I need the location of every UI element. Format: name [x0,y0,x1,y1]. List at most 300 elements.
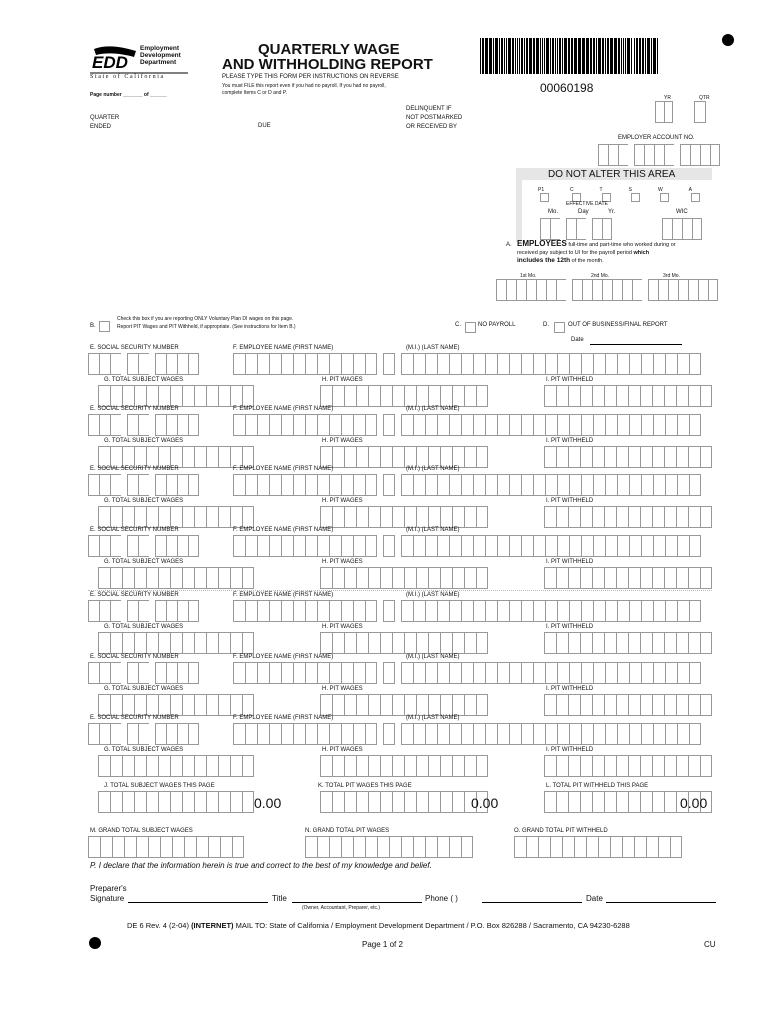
grand-total-pit-withheld-box[interactable] [646,836,658,858]
last-name-box[interactable] [641,353,653,375]
first-name-box[interactable] [245,600,257,622]
pit-wages-box[interactable] [428,446,440,468]
grand-total-pit-wages-box[interactable] [425,836,437,858]
last-name-box[interactable] [401,723,413,745]
wages-box[interactable] [158,632,170,654]
pit-withheld-box[interactable] [604,506,616,528]
last-name-box[interactable] [629,723,641,745]
pit-withheld-box[interactable] [604,755,616,777]
last-name-box[interactable] [641,474,653,496]
wages-box[interactable] [182,446,194,468]
pit-wages-box[interactable] [428,506,440,528]
first-name-box[interactable] [293,414,305,436]
pit-wages-box[interactable] [404,567,416,589]
pit-withheld-box[interactable] [700,506,712,528]
pit-withheld-box[interactable] [652,567,664,589]
signature-date-field[interactable] [606,902,716,903]
last-name-box[interactable] [485,474,497,496]
ssn-box[interactable] [127,353,138,375]
first-name-box[interactable] [353,600,365,622]
wages-box[interactable] [230,506,242,528]
last-name-box[interactable] [545,662,557,684]
phone-field[interactable] [482,902,582,903]
last-name-box[interactable] [605,535,617,557]
ssn-box[interactable] [188,474,199,496]
employee-count-box[interactable] [678,279,688,301]
eff-box[interactable] [592,218,602,240]
wages-box[interactable] [110,694,122,716]
ssn-box[interactable] [166,600,177,622]
wages-box[interactable] [110,385,122,407]
wages-box[interactable] [170,694,182,716]
last-name-box[interactable] [629,600,641,622]
employee-count-box[interactable] [668,279,678,301]
wages-box[interactable] [110,632,122,654]
last-name-box[interactable] [593,353,605,375]
last-name-box[interactable] [569,474,581,496]
wages-box[interactable] [158,385,170,407]
last-name-box[interactable] [461,353,473,375]
ssn-box[interactable] [88,535,99,557]
grand-total-pit-withheld-box[interactable] [622,836,634,858]
ssn-box[interactable] [110,600,121,622]
grand-total-pit-withheld-box[interactable] [562,836,574,858]
ssn-box[interactable] [127,414,138,436]
total-wages-box[interactable] [182,791,194,813]
total-pit-wages-box[interactable] [452,791,464,813]
last-name-box[interactable] [569,535,581,557]
first-name-box[interactable] [257,723,269,745]
pit-wages-box[interactable] [356,506,368,528]
last-name-box[interactable] [521,662,533,684]
last-name-box[interactable] [629,414,641,436]
wages-box[interactable] [98,567,110,589]
last-name-box[interactable] [617,474,629,496]
ssn-box[interactable] [166,535,177,557]
last-name-box[interactable] [653,535,665,557]
pit-wages-box[interactable] [356,567,368,589]
pit-withheld-box[interactable] [664,506,676,528]
last-name-box[interactable] [557,353,569,375]
grand-total-pit-wages-box[interactable] [401,836,413,858]
ssn-box[interactable] [138,414,149,436]
pit-wages-box[interactable] [380,632,392,654]
first-name-box[interactable] [365,414,377,436]
first-name-box[interactable] [317,353,329,375]
first-name-box[interactable] [233,723,245,745]
ssn-box[interactable] [177,662,188,684]
last-name-box[interactable] [569,353,581,375]
pit-wages-box[interactable] [320,755,332,777]
last-name-box[interactable] [533,414,545,436]
employer-account-box[interactable] [618,144,628,166]
last-name-box[interactable] [533,600,545,622]
grand-total-wages-box[interactable] [88,836,100,858]
pit-wages-box[interactable] [368,446,380,468]
pit-withheld-box[interactable] [616,567,628,589]
pit-withheld-box[interactable] [580,632,592,654]
total-pit-wages-box[interactable] [428,791,440,813]
last-name-box[interactable] [677,414,689,436]
last-name-box[interactable] [653,600,665,622]
last-name-box[interactable] [497,600,509,622]
pit-withheld-box[interactable] [640,385,652,407]
first-name-box[interactable] [341,414,353,436]
first-name-box[interactable] [341,662,353,684]
ssn-box[interactable] [127,723,138,745]
last-name-box[interactable] [485,662,497,684]
last-name-box[interactable] [677,474,689,496]
ssn-box[interactable] [99,600,110,622]
ssn-box[interactable] [110,474,121,496]
pit-withheld-box[interactable] [604,446,616,468]
pit-wages-box[interactable] [452,694,464,716]
pit-withheld-box[interactable] [568,385,580,407]
first-name-box[interactable] [329,662,341,684]
last-name-box[interactable] [545,600,557,622]
ssn-box[interactable] [127,474,138,496]
grand-total-wages-box[interactable] [184,836,196,858]
total-pit-wages-box[interactable] [404,791,416,813]
last-name-box[interactable] [689,600,701,622]
last-name-box[interactable] [665,535,677,557]
first-name-box[interactable] [257,353,269,375]
ssn-box[interactable] [99,535,110,557]
first-name-box[interactable] [317,474,329,496]
employer-account-box[interactable] [608,144,618,166]
first-name-box[interactable] [245,474,257,496]
last-name-box[interactable] [617,353,629,375]
last-name-box[interactable] [437,723,449,745]
pit-wages-box[interactable] [368,694,380,716]
wages-box[interactable] [206,567,218,589]
pit-wages-box[interactable] [332,694,344,716]
ssn-box[interactable] [177,600,188,622]
wages-box[interactable] [182,632,194,654]
last-name-box[interactable] [545,723,557,745]
ssn-box[interactable] [188,662,199,684]
first-name-box[interactable] [353,474,365,496]
first-name-box[interactable] [353,723,365,745]
pit-withheld-box[interactable] [544,385,556,407]
last-name-box[interactable] [509,662,521,684]
last-name-box[interactable] [485,353,497,375]
pit-withheld-box[interactable] [652,385,664,407]
grand-total-pit-withheld-box[interactable] [658,836,670,858]
pit-wages-box[interactable] [416,385,428,407]
pit-wages-box[interactable] [380,506,392,528]
first-name-box[interactable] [329,535,341,557]
last-name-box[interactable] [605,474,617,496]
pit-wages-box[interactable] [392,506,404,528]
pit-withheld-box[interactable] [556,567,568,589]
wages-box[interactable] [242,694,254,716]
last-name-box[interactable] [545,414,557,436]
wages-box[interactable] [194,694,206,716]
first-name-box[interactable] [329,353,341,375]
wages-box[interactable] [242,632,254,654]
pit-withheld-box[interactable] [664,567,676,589]
pit-withheld-box[interactable] [700,694,712,716]
wages-box[interactable] [182,385,194,407]
last-name-box[interactable] [689,662,701,684]
last-name-box[interactable] [665,723,677,745]
total-wages-box[interactable] [242,791,254,813]
total-pit-withheld-box[interactable] [580,791,592,813]
pit-withheld-box[interactable] [592,385,604,407]
pit-wages-box[interactable] [368,385,380,407]
first-name-box[interactable] [353,353,365,375]
wages-box[interactable] [146,755,158,777]
ssn-box[interactable] [166,662,177,684]
last-name-box[interactable] [569,723,581,745]
pit-wages-box[interactable] [452,506,464,528]
pit-withheld-box[interactable] [604,632,616,654]
last-name-box[interactable] [437,600,449,622]
voluntary-plan-checkbox[interactable] [99,321,110,332]
pit-wages-box[interactable] [368,506,380,528]
wages-box[interactable] [134,506,146,528]
pit-withheld-box[interactable] [604,694,616,716]
last-name-box[interactable] [677,723,689,745]
last-name-box[interactable] [605,414,617,436]
pit-withheld-box[interactable] [664,755,676,777]
last-name-box[interactable] [497,723,509,745]
pit-wages-box[interactable] [428,567,440,589]
pit-wages-box[interactable] [332,446,344,468]
wages-box[interactable] [146,446,158,468]
last-name-box[interactable] [629,353,641,375]
wages-box[interactable] [194,755,206,777]
first-name-box[interactable] [257,474,269,496]
pit-withheld-box[interactable] [640,506,652,528]
wages-box[interactable] [218,567,230,589]
pit-wages-box[interactable] [380,694,392,716]
last-name-box[interactable] [497,414,509,436]
pit-wages-box[interactable] [464,385,476,407]
wages-box[interactable] [230,694,242,716]
last-name-box[interactable] [521,474,533,496]
last-name-box[interactable] [593,662,605,684]
pit-withheld-box[interactable] [688,446,700,468]
total-wages-box[interactable] [218,791,230,813]
pit-wages-box[interactable] [392,446,404,468]
grand-total-pit-wages-box[interactable] [413,836,425,858]
last-name-box[interactable] [449,414,461,436]
last-name-box[interactable] [425,414,437,436]
pit-wages-box[interactable] [416,446,428,468]
pit-withheld-box[interactable] [676,755,688,777]
wages-box[interactable] [242,385,254,407]
pit-wages-box[interactable] [404,632,416,654]
pit-withheld-box[interactable] [580,385,592,407]
pit-withheld-box[interactable] [592,632,604,654]
total-wages-box[interactable] [146,791,158,813]
wages-box[interactable] [122,694,134,716]
last-name-box[interactable] [521,414,533,436]
first-name-box[interactable] [293,535,305,557]
last-name-box[interactable] [509,600,521,622]
pit-wages-box[interactable] [344,632,356,654]
grand-total-wages-box[interactable] [100,836,112,858]
grand-total-pit-wages-box[interactable] [377,836,389,858]
pit-wages-box[interactable] [476,506,488,528]
grand-total-pit-wages-box[interactable] [461,836,473,858]
ssn-box[interactable] [88,353,99,375]
pit-withheld-box[interactable] [640,567,652,589]
pit-withheld-box[interactable] [592,694,604,716]
pit-wages-box[interactable] [464,446,476,468]
pit-withheld-box[interactable] [604,567,616,589]
pit-withheld-box[interactable] [688,567,700,589]
pit-wages-box[interactable] [380,446,392,468]
wages-box[interactable] [194,567,206,589]
first-name-box[interactable] [233,353,245,375]
ssn-box[interactable] [110,723,121,745]
pit-withheld-box[interactable] [580,506,592,528]
wages-box[interactable] [158,506,170,528]
employer-account-box[interactable] [690,144,700,166]
last-name-box[interactable] [461,535,473,557]
pit-wages-box[interactable] [380,755,392,777]
first-name-box[interactable] [245,353,257,375]
total-pit-withheld-box[interactable] [592,791,604,813]
wages-box[interactable] [98,506,110,528]
pit-withheld-box[interactable] [592,446,604,468]
wages-box[interactable] [182,506,194,528]
pit-wages-box[interactable] [332,567,344,589]
last-name-box[interactable] [437,474,449,496]
wages-box[interactable] [98,385,110,407]
pit-withheld-box[interactable] [616,632,628,654]
last-name-box[interactable] [509,723,521,745]
employee-count-box[interactable] [506,279,516,301]
employee-count-box[interactable] [546,279,556,301]
first-name-box[interactable] [269,723,281,745]
mi-box[interactable] [383,474,395,496]
first-name-box[interactable] [317,600,329,622]
last-name-box[interactable] [641,535,653,557]
pit-withheld-box[interactable] [592,567,604,589]
wages-box[interactable] [218,385,230,407]
grand-total-pit-withheld-box[interactable] [670,836,682,858]
pit-wages-box[interactable] [356,755,368,777]
pit-wages-box[interactable] [476,755,488,777]
pit-wages-box[interactable] [416,632,428,654]
wages-box[interactable] [158,446,170,468]
first-name-box[interactable] [281,662,293,684]
employee-count-box[interactable] [536,279,546,301]
last-name-box[interactable] [401,474,413,496]
last-name-box[interactable] [665,474,677,496]
pit-wages-box[interactable] [320,506,332,528]
first-name-box[interactable] [341,474,353,496]
grand-total-pit-withheld-box[interactable] [574,836,586,858]
last-name-box[interactable] [593,414,605,436]
ssn-box[interactable] [88,474,99,496]
grand-total-wages-box[interactable] [172,836,184,858]
grand-total-wages-box[interactable] [160,836,172,858]
grand-total-pit-withheld-box[interactable] [514,836,526,858]
pit-wages-box[interactable] [404,694,416,716]
pit-wages-box[interactable] [476,567,488,589]
pit-wages-box[interactable] [332,632,344,654]
total-pit-wages-box[interactable] [416,791,428,813]
ssn-box[interactable] [110,353,121,375]
pit-withheld-box[interactable] [652,446,664,468]
last-name-box[interactable] [533,353,545,375]
last-name-box[interactable] [401,535,413,557]
first-name-box[interactable] [257,600,269,622]
pit-withheld-box[interactable] [628,694,640,716]
pit-wages-box[interactable] [392,385,404,407]
total-wages-box[interactable] [194,791,206,813]
pit-withheld-box[interactable] [688,755,700,777]
ssn-box[interactable] [188,353,199,375]
last-name-box[interactable] [437,414,449,436]
last-name-box[interactable] [437,535,449,557]
employee-count-box[interactable] [602,279,612,301]
ssn-box[interactable] [127,600,138,622]
last-name-box[interactable] [413,535,425,557]
last-name-box[interactable] [521,723,533,745]
grand-total-pit-wages-box[interactable] [449,836,461,858]
title-field[interactable] [292,902,422,903]
wages-box[interactable] [134,632,146,654]
pit-withheld-box[interactable] [664,446,676,468]
employee-count-box[interactable] [556,279,566,301]
employee-count-box[interactable] [582,279,592,301]
wages-box[interactable] [170,506,182,528]
last-name-box[interactable] [545,474,557,496]
last-name-box[interactable] [665,662,677,684]
first-name-box[interactable] [269,353,281,375]
first-name-box[interactable] [269,474,281,496]
last-name-box[interactable] [425,662,437,684]
last-name-box[interactable] [689,474,701,496]
first-name-box[interactable] [257,414,269,436]
wages-box[interactable] [158,755,170,777]
ssn-box[interactable] [188,600,199,622]
pit-withheld-box[interactable] [700,755,712,777]
code-box[interactable] [631,193,640,202]
pit-withheld-box[interactable] [568,694,580,716]
pit-withheld-box[interactable] [580,694,592,716]
first-name-box[interactable] [293,600,305,622]
wages-box[interactable] [146,506,158,528]
ssn-box[interactable] [138,535,149,557]
total-wages-box[interactable] [158,791,170,813]
last-name-box[interactable] [581,723,593,745]
pit-wages-box[interactable] [404,755,416,777]
wages-box[interactable] [170,632,182,654]
ssn-box[interactable] [99,353,110,375]
pit-withheld-box[interactable] [568,446,580,468]
last-name-box[interactable] [545,535,557,557]
yr-box[interactable] [664,101,673,123]
wages-box[interactable] [218,694,230,716]
ssn-box[interactable] [166,723,177,745]
grand-total-pit-wages-box[interactable] [305,836,317,858]
first-name-box[interactable] [269,535,281,557]
pit-wages-box[interactable] [404,506,416,528]
last-name-box[interactable] [497,474,509,496]
pit-withheld-box[interactable] [556,446,568,468]
first-name-box[interactable] [341,535,353,557]
ssn-box[interactable] [99,474,110,496]
ssn-box[interactable] [88,662,99,684]
wic-box[interactable] [692,218,702,240]
